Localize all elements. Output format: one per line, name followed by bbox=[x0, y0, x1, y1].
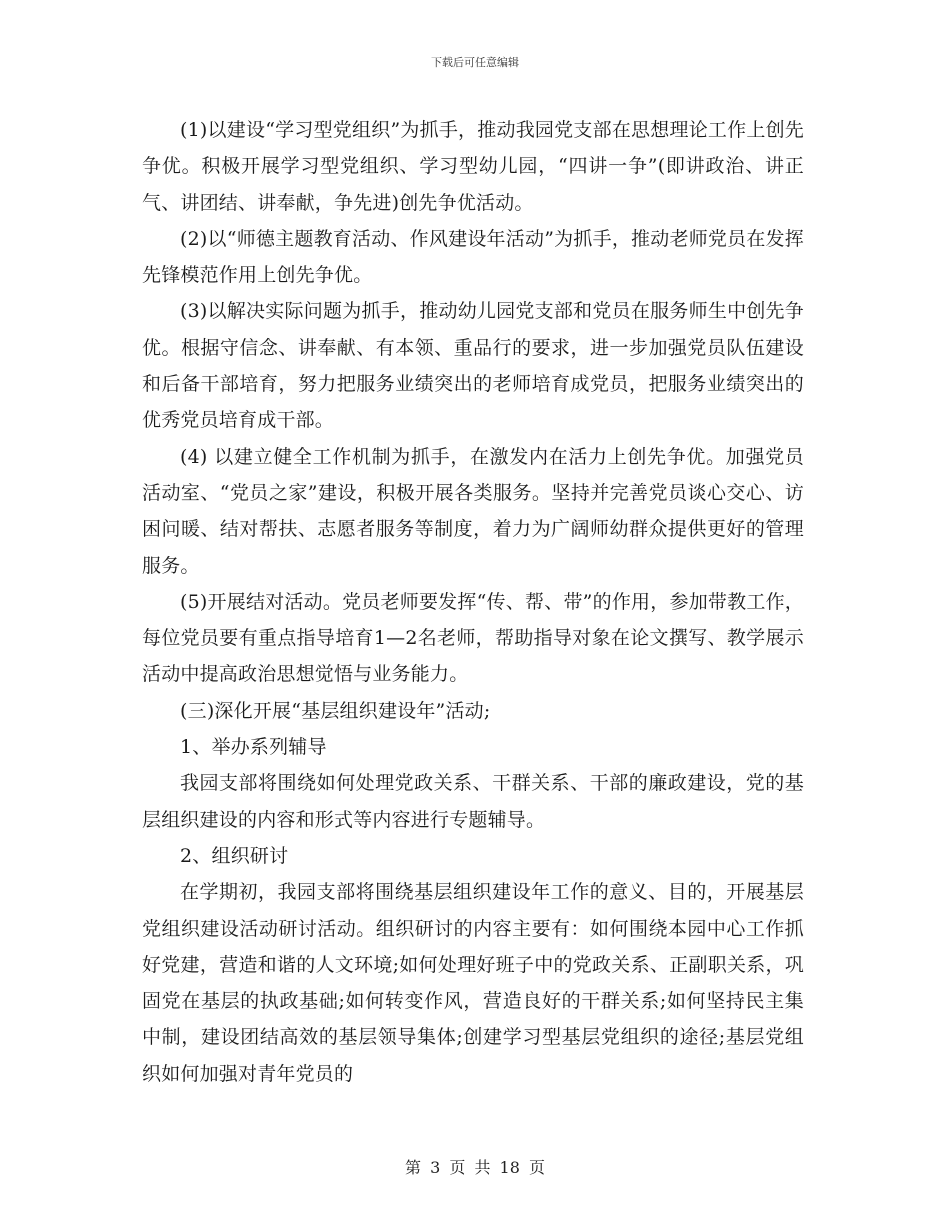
paragraph-4: (4) 以建立健全工作机制为抓手，在激发内在活力上创先争优。加强党员活动室、“党员之家”建设，积极开展各类服务。坚持并完善党员谈心交心、访困问暖、结对帮扶、志愿者服务等制度，着力为广阔师幼群众提供更好的管理服务。 bbox=[142, 445, 804, 577]
paragraph-5: (5)开展结对活动。党员老师要发挥“传、帮、带”的作用，参加带教工作，每位党员要有重点指导培育1—2名老师，帮助指导对象在论文撰写、教学展示活动中提高政治思想觉悟与业务能力。 bbox=[142, 590, 804, 686]
page-number: 第 3 页 共 18 页 bbox=[405, 1158, 545, 1177]
page-header: 下载后可任意编辑 bbox=[431, 56, 519, 69]
paragraph-1: (1)以建设“学习型党组织”为抓手，推动我园党支部在思想理论工作上创先争优。积极开展学习型党组织、学习型幼儿园，“四讲一争”(即讲政治、讲正气、讲团结、讲奉献，争先进)创先争优活动。 bbox=[142, 119, 804, 214]
section-heading: (三)深化开展“基层组织建设年”活动; bbox=[180, 699, 491, 722]
subheading-1: 1、举办系列辅导 bbox=[180, 736, 327, 759]
paragraph-3: (3)以解决实际问题为抓手，推动幼儿园党支部和党员在服务师生中创先争优。根据守信念、讲奉献、有本领、重品行的要求，进一步加强党员队伍建设和后备干部培育，努力把服务业绩突出的老师培育成党员，把服务业绩突出的优秀党员培育成干部。 bbox=[142, 300, 804, 432]
document-body bbox=[142, 112, 804, 1092]
paragraph-2: (2)以“师德主题教育活动、作风建设年活动”为抓手，推动老师党员在发挥先锋模范作用上创先争优。 bbox=[142, 227, 804, 287]
subheading-2: 2、组织研讨 bbox=[180, 844, 289, 867]
paragraph-7: 在学期初，我园支部将围绕基层组织建设年工作的意义、目的，开展基层党组织建设活动研讨活动。组织研讨的内容主要有：如何围绕本园中心工作抓好党建，营造和谐的人文环境;如何处理好班子中的党政关系、正副职关系，巩固党在基层的执政基础;如何转变作风，营造良好的干群关系;如何坚持民主集中制，建设团结高效的基层领导集体;创建学习型基层党组织的途径;基层党组织如何加强对青年党员的 bbox=[142, 881, 804, 1085]
paragraph-6: 我园支部将围绕如何处理党政关系、干群关系、干部的廉政建设，党的基层组织建设的内容和形式等内容进行专题辅导。 bbox=[142, 772, 804, 831]
